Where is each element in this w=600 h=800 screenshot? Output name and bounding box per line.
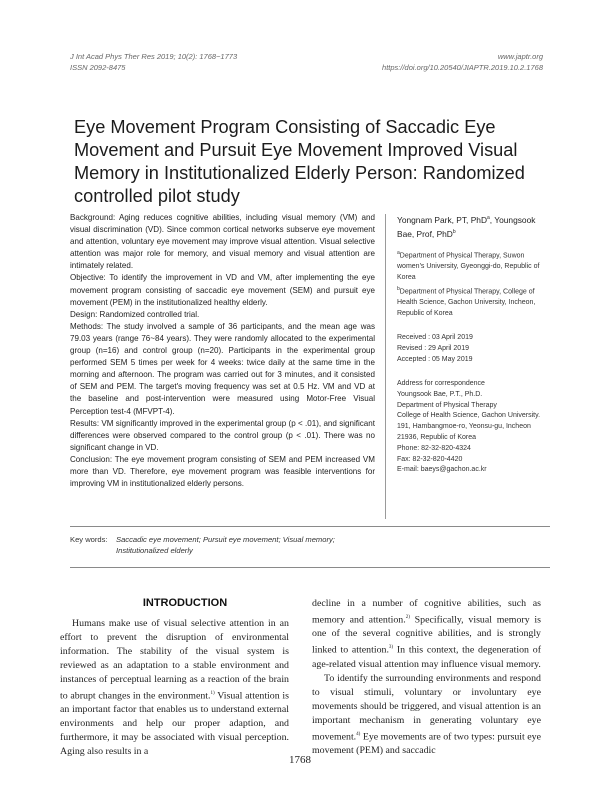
abstract-background <box>70 212 375 272</box>
paper-title: Eye Movement Program Consisting of Saccadic Eye Movement and Pursuit Eye Movement Improved Visual Memory in Institutionalized Elderly Person: Randomized controlled pilot study <box>74 117 525 206</box>
results-label: Results <box>70 418 97 428</box>
background-label: Background <box>70 213 113 222</box>
doi-link[interactable]: https://doi.org/10.20540/JIAPTR.2019.10.2.1768 <box>382 63 543 72</box>
page-number: 1768 <box>289 754 311 766</box>
intro-left-column <box>60 617 289 759</box>
objective-label: Objective <box>70 273 104 283</box>
affiliation-a-text: Department of Physical Therapy, Suwon women's University, Gyeonggi-do, Republic of Korea <box>397 252 540 281</box>
results-text: : VM significantly improved in the experimental group (p < .01), and significant differences were observed compared to the control group (p < .01). There was no significant change in VD. <box>70 418 375 452</box>
intro-text: Specifically, visual memory is one of the several cognitive abilities, and is strongly linked to attention. <box>312 614 541 656</box>
correspondence-name: Youngsook Bae, P.T., Ph.D. <box>397 390 483 398</box>
keywords-text: Saccadic eye movement; Pursuit eye movement; Visual memory; Institutionalized elderly <box>116 535 335 556</box>
abstract-methods <box>70 321 375 418</box>
keywords-bottom-rule <box>70 567 550 568</box>
citation-3: 3) <box>388 645 394 651</box>
intro-right-column <box>312 597 541 758</box>
intro-text: Visual attention is an important factor that enables us to understand external environments and help our proper adaption, and furthermore, it may be associated with visual perception. Aging also results in a <box>60 690 289 758</box>
affiliation-b-mark: b <box>397 285 400 292</box>
correspondence <box>397 379 549 476</box>
section-heading-introduction: INTRODUCTION <box>142 597 228 609</box>
correspondence-address: College of Health Science, Gachon University. 191, Hambangmoe-ro, Yeonsu-gu, Incheon 21936, Republic of Korea <box>397 412 541 441</box>
intro-text: In this context, the degeneration of age-related visual attention may influence visual memory. <box>312 644 541 670</box>
author-1-affil-mark: a <box>487 215 490 221</box>
abstract-conclusion <box>70 454 375 490</box>
citation-1: 1) <box>210 691 215 696</box>
intro-paragraph-1-cont <box>312 597 541 672</box>
abstract <box>70 212 375 490</box>
affiliation-b-text: Department of Physical Therapy, College of Health Science, Gachon University, Incheon, Republic of Korea <box>397 288 536 317</box>
abstract-design <box>70 309 375 321</box>
author-2-affil-mark: b <box>452 229 456 236</box>
affiliation-a <box>397 248 549 284</box>
journal-website[interactable]: www.japtr.org <box>497 52 543 61</box>
background-text: : Aging reduces cognitive abilities, including visual memory (VM) and visual discrimination (VD). Since common cortical networks subserve eye movement and attention, voluntary eye movement may improve visual attention. Visual selective attention was major role for memory, and visual memory and visual attention are intimately related. <box>70 213 375 271</box>
intro-paragraph-1 <box>60 617 289 759</box>
conclusion-text: : The eye movement program consisting of SEM and PEM increased VM more than VD. Therefore, eye movement program was feasible interventions for improving VM in institutionalized elderly persons. <box>70 454 375 489</box>
affiliation-b <box>397 284 549 320</box>
correspondence-heading: Address for correspondence <box>397 380 485 387</box>
methods-text: : The study involved a sample of 36 participants, and the mean age was 79.03 years (range 76~84 years). They were randomly allocated to the experimental group (n=16) and control group (n=20). Participants in the experimental group performed SEM 5 times per week for 4 weeks: twice daily at the same time in the morning and afternoon. The program was carried out for 3 minutes, and it consisted of SEM and PEM. The target's moving frequency was set at 0.5 Hz. VM and VD at the baseline and post-intervention were measured using Motor-Free Visual Perception test-4 (MFVPT-4). <box>70 321 375 416</box>
keywords-label: Key words: <box>70 535 108 544</box>
column-divider <box>385 214 386 519</box>
abstract-objective <box>70 272 375 308</box>
correspondence-email[interactable]: E-mail: baeys@gachon.ac.kr <box>397 466 487 474</box>
affiliation-a-mark: a <box>397 250 400 256</box>
citation-2: 2) <box>405 615 410 620</box>
intro-text: Eye movements are of two types: pursuit eye movement (PEM) and saccadic <box>312 730 541 756</box>
correspondence-fax: Fax: 82-32-820-4420 <box>397 455 463 463</box>
conclusion-label: Conclusion <box>70 454 110 464</box>
design-text: : Randomized controlled trial. <box>95 309 200 319</box>
intro-text: To identify the surrounding environments and respond to visual stimuli, voluntary or involuntary eye movements should be triggered, and visual attention is an important mechanism in generating voluntary eye movement. <box>312 672 541 742</box>
issn: ISSN 2092-8475 <box>70 63 126 72</box>
objective-text: : To identify the improvement in VD and VM, after implementing the eye movement program consisting of saccadic eye movement (SEM) and pursuit eye movement (PEM) in the institutionalized healthy elderly. <box>70 273 375 307</box>
affiliations <box>397 248 549 319</box>
revised-date: Revised : 29 April 2019 <box>397 344 469 352</box>
citation-4: 4) <box>356 731 361 737</box>
keywords <box>70 534 380 557</box>
journal-citation: J Int Acad Phys Ther Res 2019; 10(2): 1768~1773 <box>70 52 238 61</box>
design-label: Design <box>70 309 96 319</box>
intro-paragraph-2 <box>312 672 541 758</box>
intro-text: Humans make use of visual selective attention in an effort to prevent the disruption of environmental information. The stability of the visual system is reviewed as an adaptation to a stable environment and instances of perceptual learning as a reaction of the brain to abrupt changes in the environment. <box>60 618 289 702</box>
author-2: , Youngsook Bae, Prof, PhD <box>397 214 536 240</box>
received-date: Received : 03 April 2019 <box>397 334 473 341</box>
correspondence-phone: Phone: 82-32-820-4324 <box>397 444 471 452</box>
author-1: Yongnam Park, PT, PhD <box>397 214 487 225</box>
article-dates <box>397 333 549 365</box>
abstract-results <box>70 418 375 454</box>
intro-text: decline in a number of cognitive abilities, such as memory and attention. <box>312 598 541 626</box>
methods-label: Methods <box>70 321 101 331</box>
accepted-date: Accepted : 05 May 2019 <box>397 355 473 363</box>
keywords-top-rule <box>70 526 550 527</box>
author-list <box>397 212 552 241</box>
correspondence-department: Department of Physical Therapy <box>397 401 497 409</box>
